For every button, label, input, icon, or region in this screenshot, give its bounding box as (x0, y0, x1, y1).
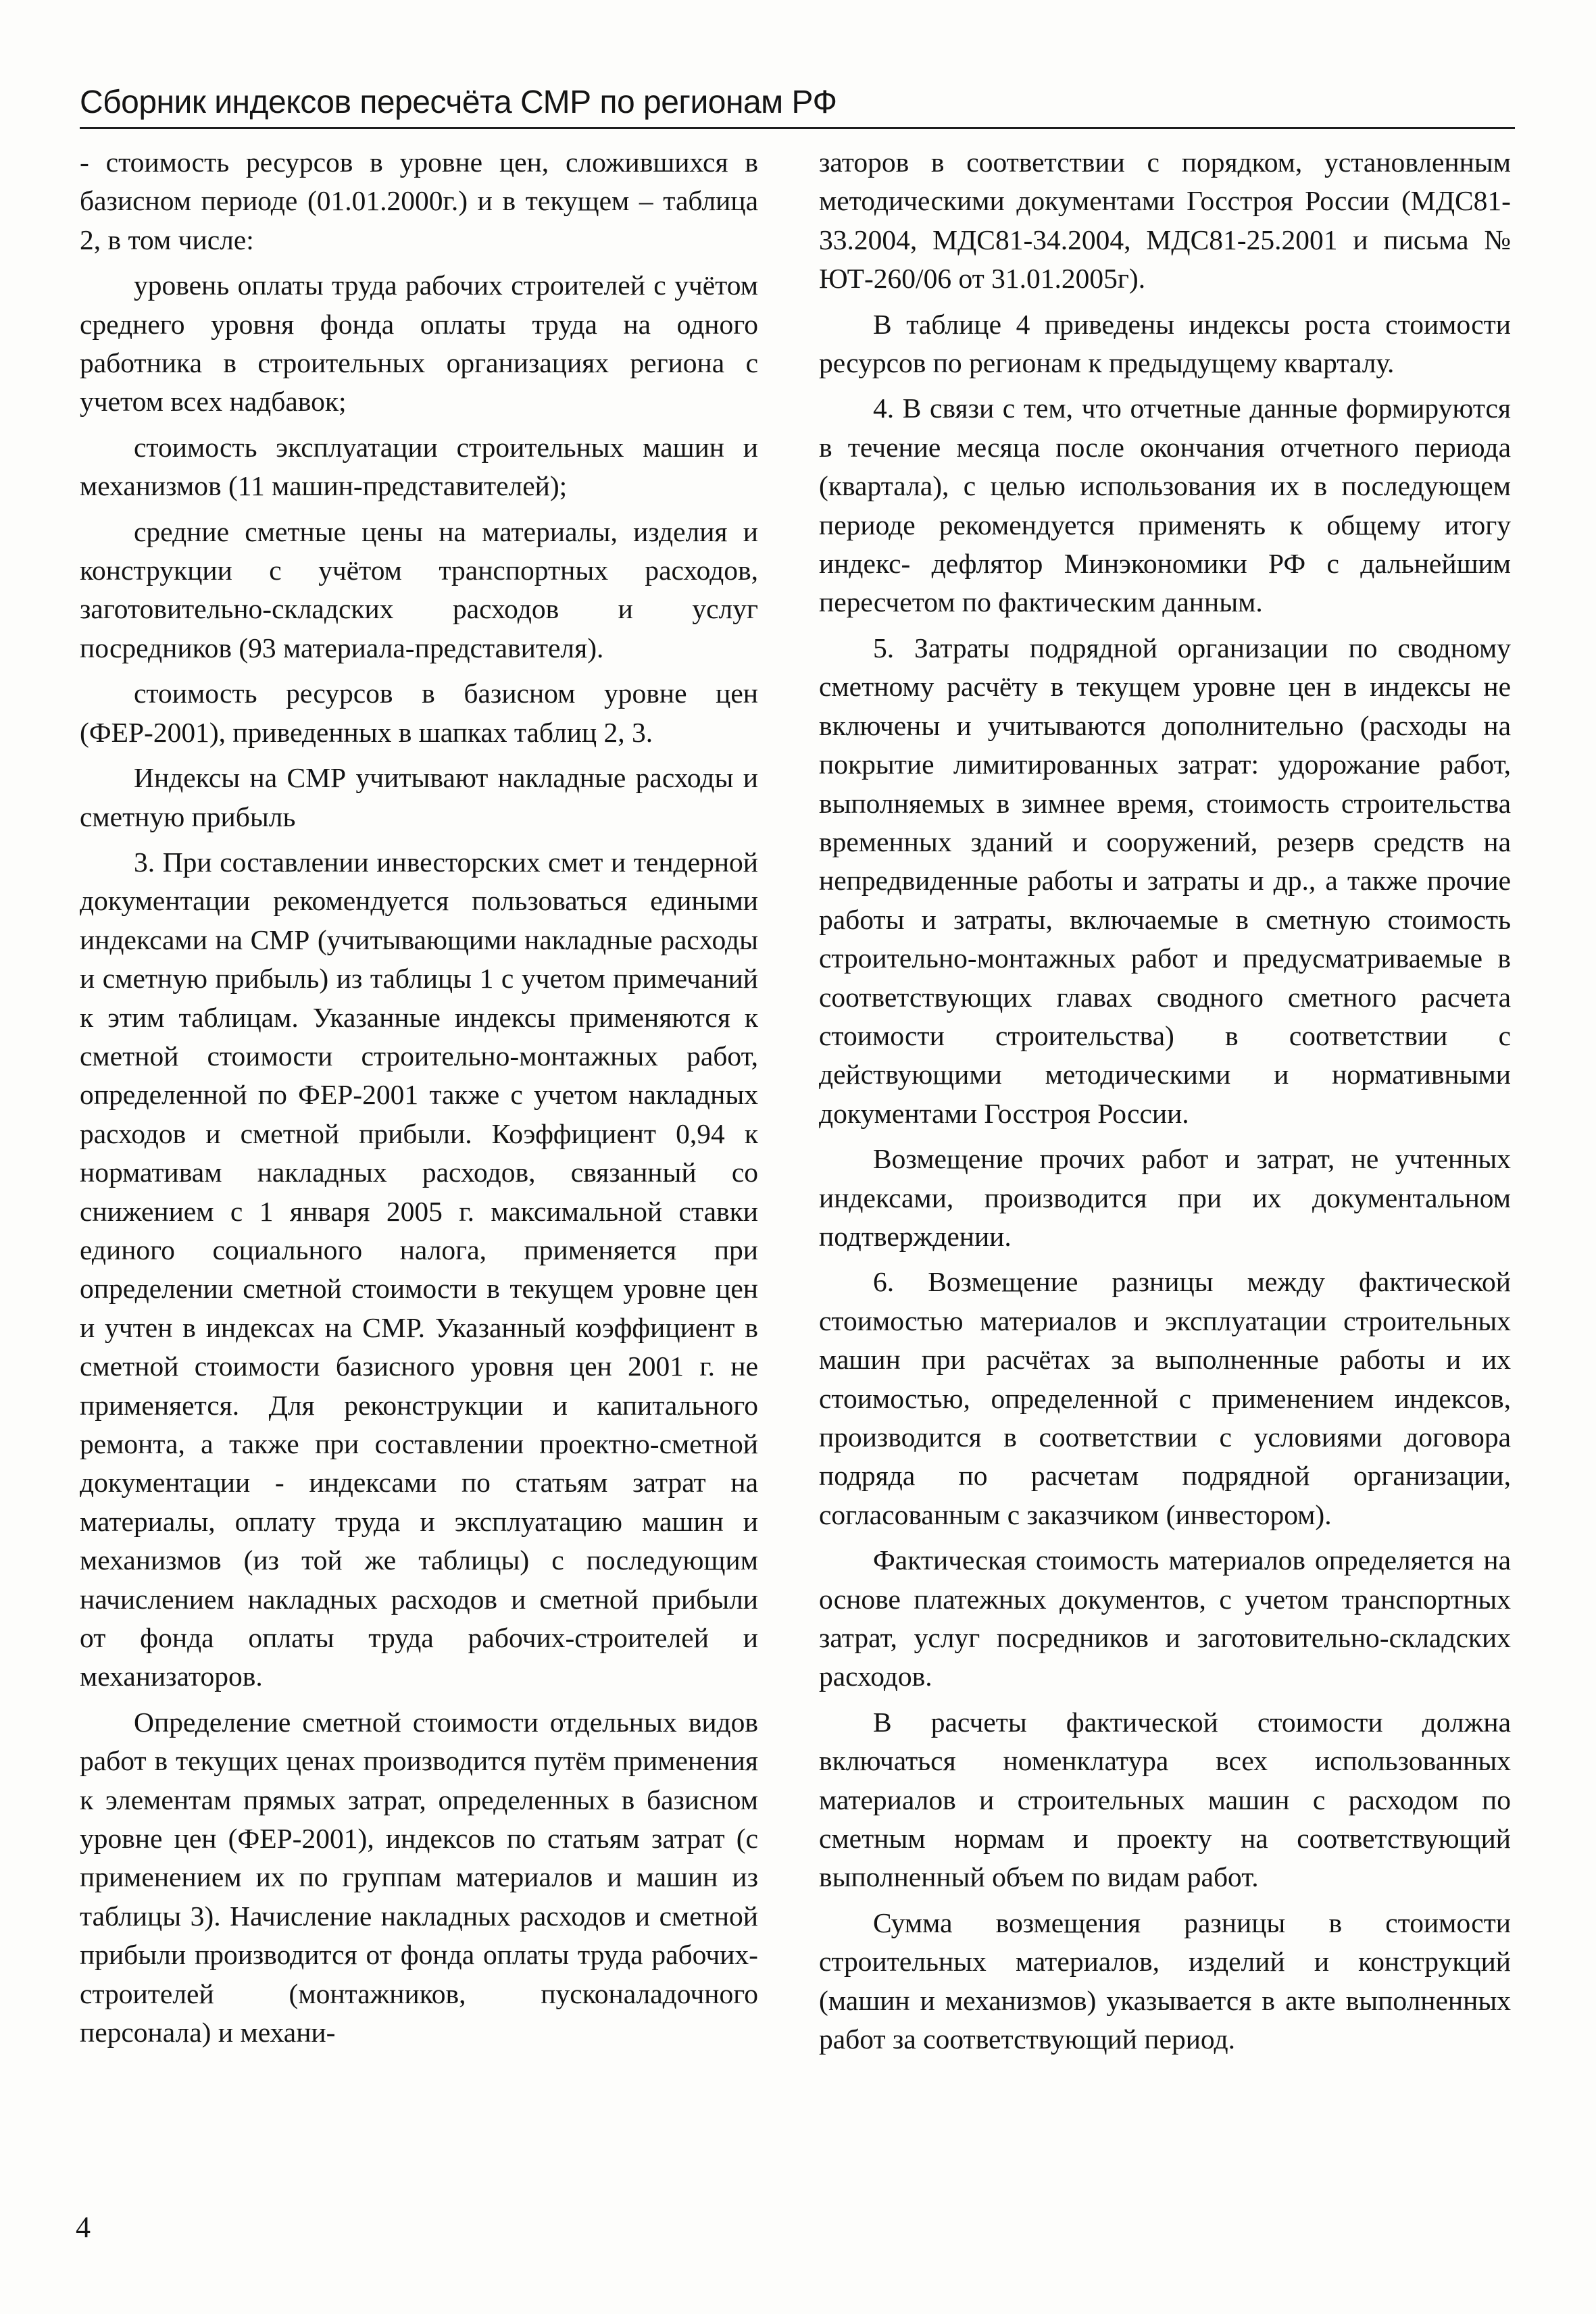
paragraph: средние сметные цены на материалы, изделия и конструкции с учётом транспортных расходов, заготовительно-складских расходов и услуг посредников (93 материала-представителя). (80, 515, 758, 663)
paragraph: стоимость ресурсов в базисном уровне цен (ФЕР-2001), приведенных в шапках таблиц 2, 3. (80, 678, 758, 748)
paragraph: Индексы на СМР учитывают накладные расходы и сметную прибыль (80, 762, 758, 832)
paragraph: - стоимость ресурсов в уровне цен, сложившихся в базисном периоде (01.01.2000г.) и в текущем – таблица 2, в том числе: (80, 147, 758, 255)
header-rule (80, 127, 1515, 129)
paragraph: уровень оплаты труда рабочих строителей с учётом среднего уровня фонда оплаты труда на одного работника в строительных организациях региона с учетом всех надбавок; (80, 270, 758, 418)
right-column (819, 143, 1511, 2066)
paragraph: Сумма возмещения разницы в стоимости строительных материалов, изделий и конструкций (машин и механизмов) указывается в акте выполненных работ за соответствующий период. (819, 1907, 1511, 2055)
left-column (80, 143, 758, 2059)
paragraph: 4. В связи с тем, что отчетные данные формируются в течение месяца после окончания отчетного периода (квартала), с целью использования их в последующем периоде рекомендуется применять к общему итогу индекс- дефлятор Минэкономики РФ с дальнейшим пересчетом по фактическим данным. (819, 393, 1511, 618)
paragraph: стоимость эксплуатации строительных машин и механизмов (11 машин-представителей); (80, 431, 758, 502)
paragraph: заторов в соответствии с порядком, установленным методическими документами Госстроя России (МДС81-33.2004, МДС81-34.2004, МДС81-25.2001 и письма № ЮТ-260/06 от 31.01.2005г). (819, 147, 1511, 295)
paragraph: В таблице 4 приведены индексы роста стоимости ресурсов по регионам к предыдущему кварталу. (819, 308, 1511, 379)
page-number: 4 (76, 2211, 91, 2244)
paragraph: Определение сметной стоимости отдельных видов работ в текущих ценах производится путём применения к элементам прямых затрат, определенных в базисном уровне цен (ФЕР-2001), индексов по статьям затрат (с применением их по группам материалов и машин из таблицы 3). Начисление накладных расходов и сметной прибыли производится от фонда оплаты труда рабочих-строителей (монтажников, пусконаладочного персонала) и механи- (80, 1706, 758, 2048)
paragraph: 5. Затраты подрядной организации по сводному сметному расчёту в текущем уровне цен в индексы не включены и учитываются дополнительно (расходы на покрытие лимитированных затрат: удорожание работ, выполняемых в зимнее время, стоимость строительства временных зданий и сооружений, резерв средств на непредвиденные работы и затраты и др., а также прочие работы и затраты, включаемые в сметную стоимость строительно-монтажных работ и предусматриваемые в соответствующих главах сводного сметного расчета стоимости строительства) в соответствии с действующими методическими и нормативными документами Госстроя России. (819, 632, 1511, 1129)
paragraph: В расчеты фактической стоимости должна включаться номенклатура всех использованных материалов и строительных машин с расходом по сметным нормам и проекту на соответствующий выполненный объем по видам работ. (819, 1706, 1511, 1893)
paragraph: 6. Возмещение разницы между фактической стоимостью материалов и эксплуатации строительных машин при расчётах за выполненные работы и их стоимостью, определенной с применением индексов, производится в соответствии с условиями договора подряда по расчетам подрядной организации, согласованным с заказчиком (инвестором). (819, 1266, 1511, 1530)
paragraph: Фактическая стоимость материалов определяется на основе платежных документов, с учетом транспортных затрат, услуг посредников и заготовительно-складских расходов. (819, 1544, 1511, 1692)
paragraph: 3. При составлении инвесторских смет и тендерной документации рекомендуется пользоваться едиными индексами на СМР (учитывающими накладные расходы и сметную прибыль) из таблицы 1 с учетом примечаний к этим таблицам. Указанные индексы применяются к сметной стоимости строительно-монтажных работ, определенной по ФЕР-2001 также с учетом накладных расходов и сметной прибыли. Коэффициент 0,94 к нормативам накладных расходов, связанный со снижением с 1 января 2005 г. максимальной ставки единого социального налога, применяется при определении сметной стоимости в текущем уровне цен и учтен в индексах на СМР. Указанный коэффициент в сметной стоимости базисного уровня цен 2001 г. не применяется. Для реконструкции и капитального ремонта, а также при составлении проектно-сметной документации - индексами по статьям затрат на материалы, оплату труда и эксплуатацию машин и механизмов (из той же таблицы) с последующим начислением накладных расходов и сметной прибыли от фонда оплаты труда рабочих-строителей и механизаторов. (80, 846, 758, 1692)
paragraph: Возмещение прочих работ и затрат, не учтенных индексами, производится при их документальном подтверждении. (819, 1143, 1511, 1252)
running-header: Сборник индексов пересчёта СМР по регионам РФ (80, 84, 837, 120)
